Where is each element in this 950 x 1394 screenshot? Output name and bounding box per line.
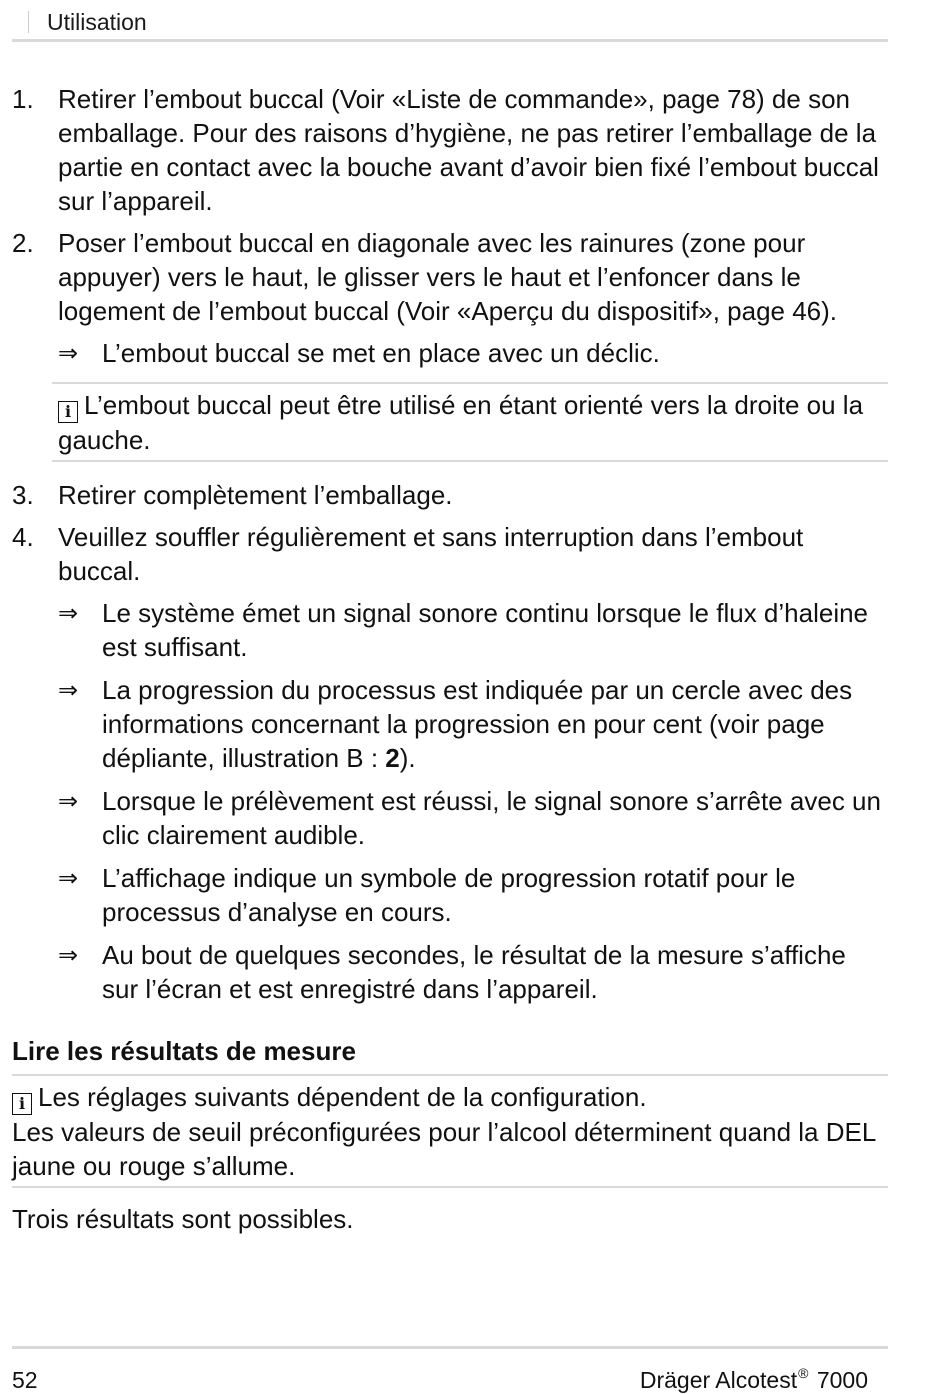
result-text: L’affichage indique un symbole de progression rotatif pour le processus d’analyse en cours. [102,863,796,927]
result-text-part: ). [399,743,416,773]
note-text: Les réglages suivants dépendent de la configuration. [38,1082,647,1112]
note-text: L’embout buccal peut être utilisé en étant orienté vers la droite ou la gauche. [58,390,864,455]
step-4-result [12,861,888,929]
step-1 [12,82,888,218]
section-title: Utilisation [47,9,147,35]
product-name [640,1367,868,1394]
step-number: 2. [12,228,34,258]
step-number: 3. [12,480,34,510]
step-text: Retirer complètement l’emballage. [58,480,453,510]
result-text: L’embout buccal se met en place avec un déclic. [102,338,660,368]
page-header [12,0,888,42]
step-2 [12,226,888,328]
result-text [102,675,852,773]
result-arrow-icon: ⇒ [58,599,79,627]
closing-text: Trois résultats sont possibles. [12,1204,354,1234]
step-4-result [12,673,888,775]
info-note [12,1074,888,1188]
page-content [12,82,888,1236]
step-4-result [12,596,888,664]
note-line [12,1080,888,1115]
illustration-ref: 2 [385,743,400,773]
step-text: Retirer l’embout buccal (Voir «Liste de commande», page 78) de son emballage. Pour des raisons d’hygiène, ne pas retirer l’emballage de la partie en contact avec la bouche avant d’avoir bien fixé l’embout buccal sur l’appareil. [58,84,879,216]
result-text: Lorsque le prélèvement est réussi, le signal sonore s’arrête avec un clic clairement audible. [102,786,881,850]
product-model: 7000 [816,1367,868,1393]
product-brand: Dräger Alcotest [639,1367,798,1393]
step-4-result [12,938,888,1006]
step-text: Poser l’embout buccal en diagonale avec les rainures (zone pour appuyer) vers le haut, le glisser vers le haut et l’enfoncer dans le logement de l’embout buccal (Voir «Aperçu du dispositif», page 46). [58,228,838,326]
step-text: Veuillez souffler régulièrement et sans interruption dans l’embout buccal. [58,522,804,586]
info-icon: i [12,1093,32,1115]
section-heading: Lire les résultats de mesure [12,1036,356,1066]
result-text: Au bout de quelques secondes, le résultat de la mesure s’affiche sur l’écran et est enregistré dans l’appareil. [102,940,846,1004]
result-arrow-icon: ⇒ [58,339,79,367]
note-line: Les valeurs de seuil préconfigurées pour l’alcool déterminent quand la DEL jaune ou rouge s’allume. [12,1117,876,1181]
header-divider [28,11,29,33]
step-4 [12,520,888,588]
result-arrow-icon: ⇒ [58,941,79,969]
page-footer [12,1346,888,1392]
result-text: Le système émet un signal sonore continu lorsque le flux d’haleine est suffisant. [102,598,869,662]
result-text-part: La progression du processus est indiquée par un cercle avec des informations concernant la progression en pour cent (voir page dépliante, illustration B : [102,675,853,773]
info-note [52,382,888,462]
registered-mark: ® [798,1365,809,1381]
step-3 [12,478,888,512]
result-arrow-icon: ⇒ [58,864,79,892]
page-number: 52 [12,1367,38,1393]
result-arrow-icon: ⇒ [58,676,79,704]
step-number: 1. [12,84,34,114]
step-4-result [12,784,888,852]
result-arrow-icon: ⇒ [58,787,79,815]
step-2-result [12,336,888,370]
step-number: 4. [12,522,34,552]
info-icon: i [58,401,78,423]
